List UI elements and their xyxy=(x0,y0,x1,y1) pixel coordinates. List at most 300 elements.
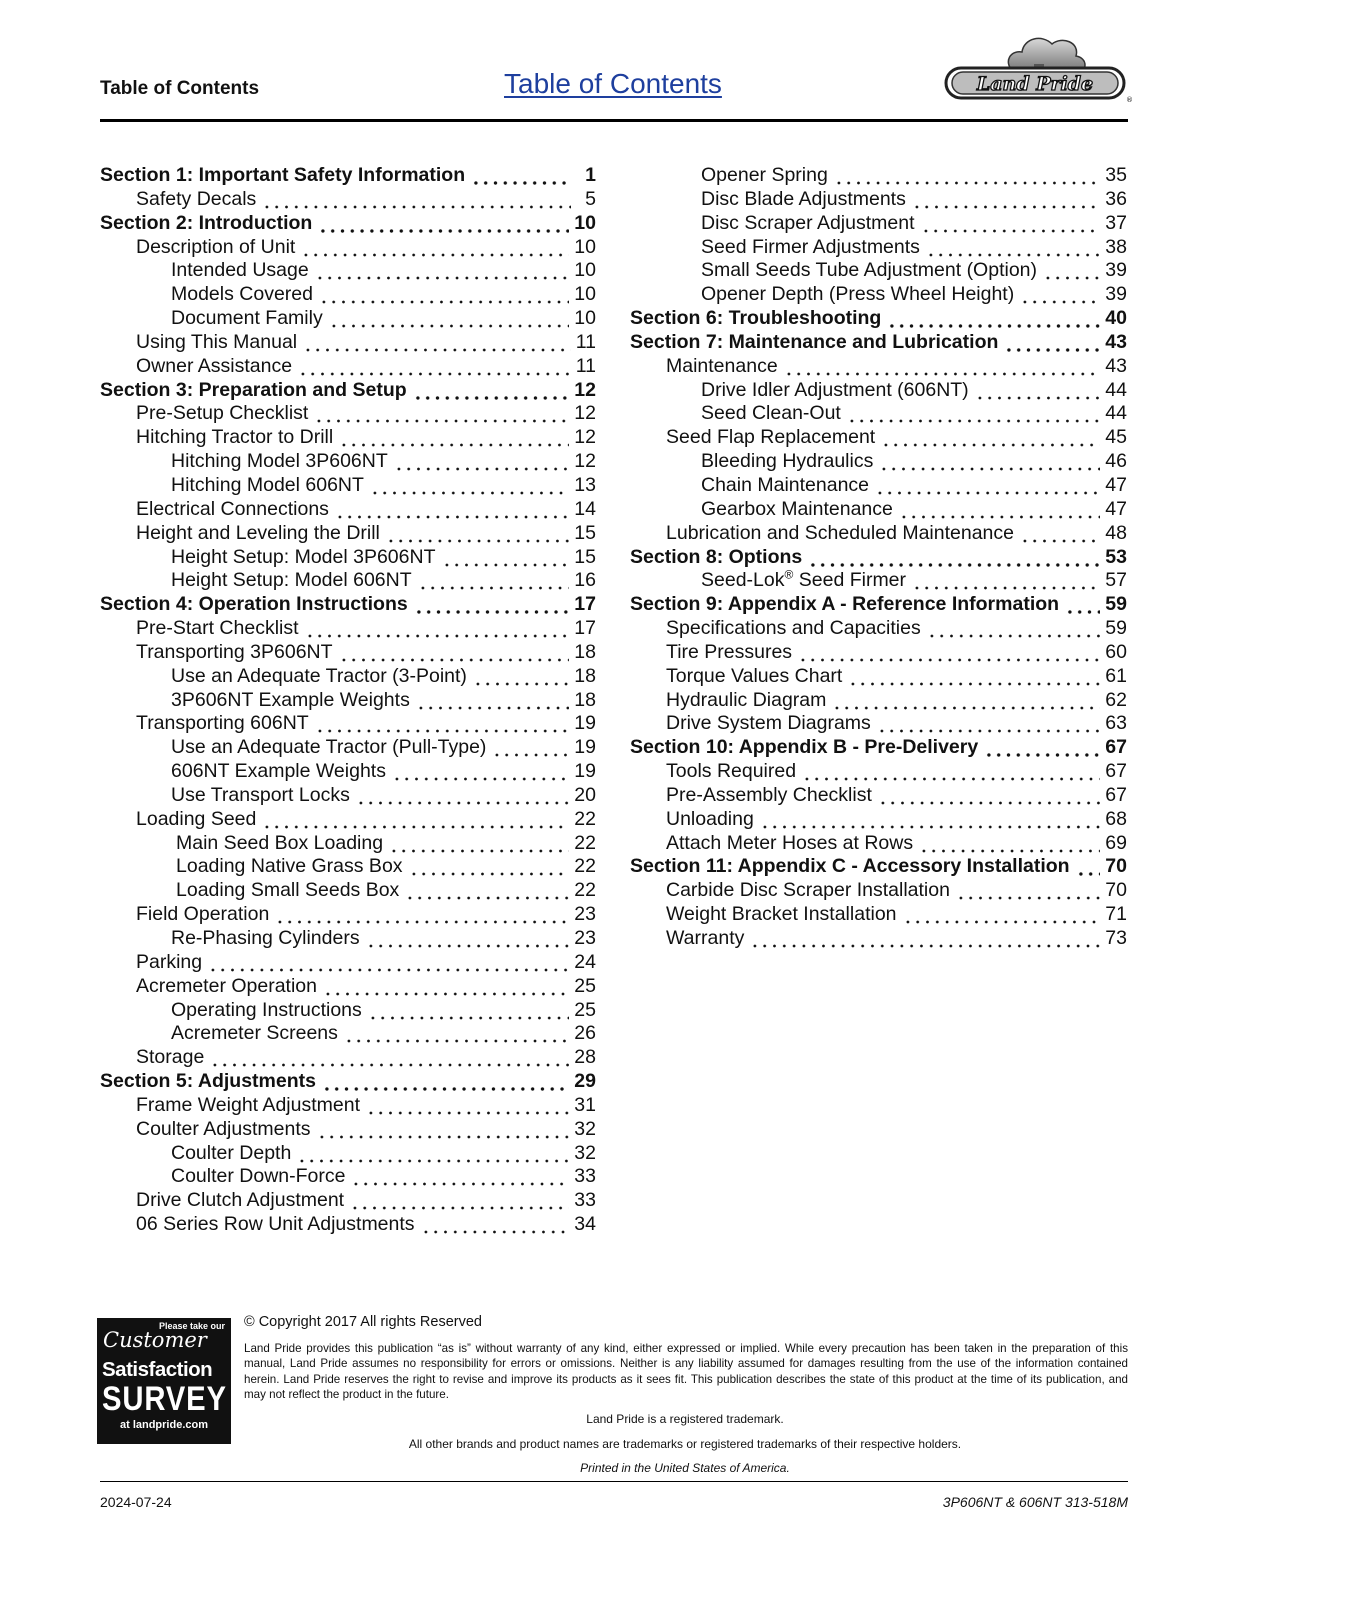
toc-entry-title: Lubrication and Scheduled Maintenance xyxy=(666,521,1015,544)
toc-page-number: 22 xyxy=(574,807,596,830)
toc-dot-leader xyxy=(354,784,569,808)
toc-dot-leader xyxy=(316,212,569,236)
toc-dot-leader xyxy=(901,903,1101,927)
toc-dot-leader xyxy=(273,903,569,927)
toc-entry[interactable] xyxy=(100,331,596,355)
toc-entry[interactable] xyxy=(100,975,596,999)
toc-dot-leader xyxy=(407,855,570,879)
toc-dot-leader xyxy=(471,665,569,689)
toc-entry-title: Section 4: Operation Instructions xyxy=(100,593,408,616)
toc-entry-title: Disc Blade Adjustments xyxy=(701,187,906,210)
toc-entry-title: Hydraulic Diagram xyxy=(666,688,827,711)
toc-page-number: 22 xyxy=(574,879,596,902)
toc-entry-title: 06 Series Row Unit Adjustments xyxy=(136,1213,415,1236)
toc-page-number: 22 xyxy=(574,831,596,854)
toc-entry-title: 606NT Example Weights xyxy=(171,760,386,783)
header-section-label: Table of Contents xyxy=(100,78,260,99)
toc-entry[interactable] xyxy=(100,617,596,641)
toc-dot-leader xyxy=(919,212,1101,236)
toc-entry-title: Tools Required xyxy=(666,760,797,783)
survey-prompt: Please take our xyxy=(158,1321,225,1331)
toc-entry[interactable] xyxy=(100,355,596,379)
toc-entry-title: Section 7: Maintenance and Lubrication xyxy=(630,330,999,353)
toc-entry-title: Safety Decals xyxy=(136,187,257,210)
toc-entry-title: Opener Depth (Press Wheel Height) xyxy=(701,283,1015,306)
toc-page-number: 19 xyxy=(574,760,596,783)
toc-page-number: 15 xyxy=(574,521,596,544)
toc-dot-leader xyxy=(414,689,569,713)
toc-dot-leader xyxy=(392,450,570,474)
toc-entry[interactable] xyxy=(630,903,1127,927)
toc-entry[interactable] xyxy=(100,1022,596,1046)
toc-entry[interactable] xyxy=(630,689,1127,713)
toc-entry-title: Chain Maintenance xyxy=(701,473,870,496)
toc-entry[interactable] xyxy=(630,283,1127,307)
toc-entry[interactable] xyxy=(100,307,596,331)
toc-page-number: 18 xyxy=(574,688,596,711)
toc-page-number: 10 xyxy=(574,283,596,306)
toc-page-number: 12 xyxy=(574,378,596,401)
toc-page-number: 29 xyxy=(574,1070,596,1093)
toc-entry-title: Loading Seed xyxy=(136,807,257,830)
toc-page-number: 20 xyxy=(574,783,596,806)
toc-entry-title: Drive System Diagrams xyxy=(666,712,871,735)
disclaimer-text: Land Pride provides this publication “as is” without warranty of any kind, either expressed or implied. While every precaution has been taken in the preparation of this manual, Land Pride assumes no responsibility for errors or omissions. Neither is any liability assumed for damages resulting from the use of the information contained herein. Land Pride reserves the right to revise and improve its products as it sees fit. This publication describes the state of this product at the time of its publication, and may not reflect the product in the future. xyxy=(244,1342,1128,1402)
toc-dot-leader xyxy=(924,236,1100,260)
toc-page-number: 32 xyxy=(574,1117,596,1140)
toc-page-number: 15 xyxy=(574,545,596,568)
registered-mark: ® xyxy=(784,567,794,582)
footer-rule xyxy=(100,1481,1128,1482)
toc-entry-title: Seed Firmer Adjustments xyxy=(701,235,920,258)
toc-entry[interactable] xyxy=(630,236,1127,260)
toc-entry[interactable] xyxy=(630,808,1127,832)
toc-page-number: 34 xyxy=(574,1213,596,1236)
toc-page-number: 18 xyxy=(574,664,596,687)
toc-entry[interactable] xyxy=(100,808,596,832)
toc-entry-title: 3P606NT Example Weights xyxy=(171,688,410,711)
toc-dot-leader xyxy=(301,331,571,355)
toc-entry-title: Coulter Adjustments xyxy=(136,1117,311,1140)
toc-dot-leader xyxy=(337,426,569,450)
toc-entry-title: Electrical Connections xyxy=(136,497,329,520)
toc-dot-leader xyxy=(321,975,569,999)
toc-entry[interactable] xyxy=(630,879,1127,903)
toc-entry[interactable] xyxy=(100,784,596,808)
toc-entry[interactable] xyxy=(100,879,596,903)
toc-entry[interactable] xyxy=(100,546,596,570)
toc-dot-leader xyxy=(313,712,570,736)
toc-entry[interactable] xyxy=(100,832,596,856)
toc-section-entry[interactable] xyxy=(630,331,1127,355)
toc-page-number: 47 xyxy=(1105,497,1127,520)
toc-entry-title: Models Covered xyxy=(171,283,313,306)
toc-section-entry[interactable] xyxy=(630,736,1127,760)
toc-entry-title: Opener Spring xyxy=(701,164,828,186)
toc-page-number: 25 xyxy=(574,998,596,1021)
toc-dot-leader xyxy=(748,927,1100,951)
toc-entry-title: Pre-Setup Checklist xyxy=(136,402,309,425)
toc-entry[interactable] xyxy=(100,689,596,713)
toc-entry[interactable] xyxy=(630,927,1127,951)
toc-entry-title: Pre-Start Checklist xyxy=(136,617,299,640)
svg-text:®: ® xyxy=(1126,96,1133,104)
toc-dot-leader xyxy=(327,307,570,331)
toc-entry[interactable] xyxy=(100,188,596,212)
toc-page-number: 32 xyxy=(574,1141,596,1164)
toc-dot-leader xyxy=(800,760,1100,784)
toc-entry[interactable] xyxy=(100,569,596,593)
toc-entry-title: Section 8: Options xyxy=(630,545,803,568)
toc-entry[interactable] xyxy=(100,450,596,474)
toc-entry[interactable] xyxy=(100,426,596,450)
toc-entry[interactable] xyxy=(100,522,596,546)
toc-entry[interactable] xyxy=(630,355,1127,379)
toc-page-number: 67 xyxy=(1105,783,1127,806)
toc-entry[interactable] xyxy=(630,188,1127,212)
toc-entry-title: Use an Adequate Tractor (3-Point) xyxy=(171,664,467,687)
toc-entry-title: Carbide Disc Scraper Installation xyxy=(666,879,950,902)
toc-page-number: 26 xyxy=(574,1022,596,1045)
toc-entry[interactable] xyxy=(630,402,1127,426)
toc-entry-title: Owner Assistance xyxy=(136,354,293,377)
toc-dot-leader xyxy=(1074,855,1101,879)
toc-entry-title: Acremeter Screens xyxy=(171,1022,338,1045)
toc-page-number: 28 xyxy=(574,1046,596,1069)
toc-page-number: 53 xyxy=(1105,545,1127,568)
copyright-notice: © Copyright 2017 All rights Reserved xyxy=(244,1314,482,1330)
toc-page-number: 31 xyxy=(574,1093,596,1116)
toc-page-number: 48 xyxy=(1105,521,1127,544)
toc-entry-title: Section 10: Appendix B - Pre-Delivery xyxy=(630,736,979,759)
toc-dot-leader xyxy=(342,1022,569,1046)
toc-dot-leader xyxy=(387,832,569,856)
toc-entry-title: Using This Manual xyxy=(136,330,298,353)
toc-dot-leader xyxy=(1041,259,1100,283)
toc-entry-title: Hitching Model 606NT xyxy=(171,473,364,496)
toc-entry[interactable] xyxy=(100,283,596,307)
toc-entry-title: Weight Bracket Installation xyxy=(666,903,897,926)
toc-entry[interactable] xyxy=(100,903,596,927)
toc-page-number: 44 xyxy=(1105,378,1127,401)
toc-entry[interactable] xyxy=(630,665,1127,689)
toc-dot-leader xyxy=(875,712,1101,736)
toc-entry[interactable] xyxy=(100,474,596,498)
toc-page-number: 10 xyxy=(574,259,596,282)
toc-dot-leader xyxy=(320,1070,569,1094)
toc-page-number: 17 xyxy=(574,617,596,640)
toc-dot-leader xyxy=(348,1189,569,1213)
toc-entry-title: Section 1: Important Safety Information xyxy=(100,164,466,186)
toc-entry[interactable] xyxy=(100,1118,596,1142)
toc-dot-leader xyxy=(260,188,571,212)
toc-page-number: 10 xyxy=(574,307,596,330)
toc-entry-title: Description of Unit xyxy=(136,235,296,258)
toc-entry[interactable] xyxy=(100,760,596,784)
toc-dot-leader xyxy=(317,283,569,307)
toc-section-entry[interactable] xyxy=(100,212,596,236)
toc-entry-title: Seed Flap Replacement xyxy=(666,426,876,449)
toc-entry[interactable] xyxy=(630,522,1127,546)
toc-dot-leader xyxy=(806,546,1100,570)
toc-entry[interactable] xyxy=(630,474,1127,498)
toc-entry-title: Attach Meter Hoses at Rows xyxy=(666,831,914,854)
toc-entry[interactable] xyxy=(630,426,1127,450)
toc-page-number: 19 xyxy=(574,712,596,735)
toc-page-number: 57 xyxy=(1105,569,1127,592)
toc-entry-title: Loading Native Grass Box xyxy=(176,855,403,878)
toc-page-number: 37 xyxy=(1105,211,1127,234)
toc-section-entry[interactable] xyxy=(630,546,1127,570)
toc-page-number: 13 xyxy=(574,473,596,496)
toc-dot-leader xyxy=(368,474,569,498)
toc-entry[interactable] xyxy=(630,569,1127,593)
toc-page-number: 10 xyxy=(574,211,596,234)
toc-page-number: 71 xyxy=(1105,903,1127,926)
toc-entry-title: Use Transport Locks xyxy=(171,783,350,806)
toc-entry[interactable] xyxy=(630,212,1127,236)
toc-dot-leader xyxy=(876,784,1100,808)
toc-entry-title: Frame Weight Adjustment xyxy=(136,1093,360,1116)
toc-dot-leader xyxy=(337,641,570,665)
toc-entry-title: Hitching Model 3P606NT xyxy=(171,450,388,473)
toc-entry[interactable] xyxy=(100,402,596,426)
toc-entry[interactable] xyxy=(630,450,1127,474)
toc-page-number: 35 xyxy=(1105,164,1127,186)
toc-entry-title: Parking xyxy=(136,950,203,973)
toc-entry[interactable] xyxy=(100,1189,596,1213)
toc-page-number: 70 xyxy=(1105,879,1127,902)
toc-dot-leader xyxy=(845,402,1100,426)
toc-dot-leader xyxy=(877,450,1100,474)
toc-page-number: 67 xyxy=(1105,760,1127,783)
toc-dot-leader xyxy=(782,355,1101,379)
toc-entry-title: Torque Values Chart xyxy=(666,664,843,687)
toc-entry[interactable] xyxy=(630,259,1127,283)
toc-dot-leader xyxy=(925,617,1101,641)
toc-entry-title: Hitching Tractor to Drill xyxy=(136,426,334,449)
toc-dot-leader xyxy=(982,736,1100,760)
logo-text: Land Pride xyxy=(976,73,1094,95)
toc-dot-leader xyxy=(1002,331,1100,355)
toc-entry[interactable] xyxy=(630,832,1127,856)
toc-page-number: 10 xyxy=(574,235,596,258)
toc-dot-leader xyxy=(830,689,1100,713)
toc-dot-leader xyxy=(910,188,1100,212)
trademark-notice: Land Pride is a registered trademark. xyxy=(586,1412,784,1426)
toc-page-number: 68 xyxy=(1105,807,1127,830)
toc-entry-title: Section 11: Appendix C - Accessory Installation xyxy=(630,855,1070,878)
toc-section-entry[interactable] xyxy=(100,593,596,617)
toc-page-number: 44 xyxy=(1105,402,1127,425)
toc-dot-leader xyxy=(411,379,570,403)
toc-dot-leader xyxy=(796,641,1100,665)
toc-entry[interactable] xyxy=(100,712,596,736)
toc-entry-title: Document Family xyxy=(171,307,323,330)
toc-dot-leader xyxy=(758,808,1100,832)
toc-dot-leader xyxy=(403,879,569,903)
toc-page-number: 18 xyxy=(574,640,596,663)
toc-entry[interactable] xyxy=(630,712,1127,736)
toc-entry-title: Height Setup: Model 3P606NT xyxy=(171,545,436,568)
toc-entry[interactable] xyxy=(630,760,1127,784)
toc-entry-title: Coulter Down-Force xyxy=(171,1165,346,1188)
toc-entry-title: Intended Usage xyxy=(171,259,309,282)
toc-section-entry[interactable] xyxy=(630,855,1127,879)
toc-page-number: 5 xyxy=(585,187,596,210)
toc-dot-leader xyxy=(364,1094,569,1118)
toc-dot-leader xyxy=(312,402,569,426)
toc-dot-leader xyxy=(296,355,571,379)
toc-entry-title: Transporting 3P606NT xyxy=(136,640,333,663)
toc-page-number: 12 xyxy=(574,402,596,425)
toc-entry[interactable] xyxy=(630,379,1127,403)
toc-entry-title: Drive Clutch Adjustment xyxy=(136,1189,345,1212)
toc-entry[interactable] xyxy=(100,999,596,1023)
toc-dot-leader xyxy=(1018,522,1100,546)
toc-entry[interactable] xyxy=(100,498,596,522)
toc-page-number: 19 xyxy=(574,736,596,759)
toc-dot-leader xyxy=(954,879,1100,903)
toc-page-number: 36 xyxy=(1105,187,1127,210)
toc-dot-leader xyxy=(897,498,1100,522)
toc-entry-title: Storage xyxy=(136,1046,205,1069)
survey-customer: Customer xyxy=(103,1328,207,1352)
toc-entry[interactable] xyxy=(630,617,1127,641)
toc-page-number: 39 xyxy=(1105,283,1127,306)
toc-entry[interactable] xyxy=(100,927,596,951)
toc-dot-leader xyxy=(440,546,570,570)
toc-entry-title: Gearbox Maintenance xyxy=(701,497,893,520)
toc-dot-leader xyxy=(295,1142,569,1166)
other-trademarks-notice: All other brands and product names are trademarks or registered trademarks of their respective holders. xyxy=(408,1437,962,1451)
toc-dot-leader xyxy=(490,736,569,760)
toc-page-number: 33 xyxy=(574,1189,596,1212)
toc-page-number: 69 xyxy=(1105,831,1127,854)
toc-entry-title: Warranty xyxy=(666,927,745,949)
toc-page-number: 11 xyxy=(575,354,596,377)
toc-entry-title: Field Operation xyxy=(136,903,270,926)
toc-page-number: 47 xyxy=(1105,473,1127,496)
toc-entry[interactable] xyxy=(100,1094,596,1118)
toc-entry[interactable] xyxy=(100,736,596,760)
toc-dot-leader xyxy=(910,569,1100,593)
toc-dot-leader xyxy=(412,593,570,617)
toc-page-number: 38 xyxy=(1105,235,1127,258)
toc-dot-leader xyxy=(349,1165,569,1189)
toc-section-entry[interactable] xyxy=(630,593,1127,617)
toc-page-number: 23 xyxy=(574,903,596,926)
toc-entry-title: Acremeter Operation xyxy=(136,974,317,997)
toc-entry[interactable] xyxy=(100,1213,596,1237)
toc-section-entry[interactable] xyxy=(630,307,1127,331)
survey-url: at landpride.com xyxy=(119,1419,209,1431)
toc-entry-title: Bleeding Hydraulics xyxy=(701,450,874,473)
toc-entry[interactable] xyxy=(100,1165,596,1189)
toc-dot-leader xyxy=(390,760,569,784)
toc-dot-leader xyxy=(364,927,570,951)
toc-entry-title: Re-Phasing Cylinders xyxy=(171,927,360,949)
toc-dot-leader xyxy=(1018,283,1100,307)
toc-entry[interactable] xyxy=(630,164,1127,188)
toc-entry-title: Seed Clean-Out xyxy=(701,402,841,425)
toc-section-entry[interactable] xyxy=(100,379,596,403)
toc-entry[interactable] xyxy=(100,1046,596,1070)
toc-dot-leader xyxy=(313,259,570,283)
toc-column-right xyxy=(630,164,1127,951)
toc-entry-title: Section 6: Troubleshooting xyxy=(630,307,882,330)
header-rule xyxy=(100,119,1128,122)
toc-entry[interactable] xyxy=(100,236,596,260)
toc-entry-title: Disc Scraper Adjustment xyxy=(701,211,915,234)
header-title-link[interactable]: Table of Contents xyxy=(504,68,722,99)
toc-entry[interactable] xyxy=(100,259,596,283)
toc-entry-title: Drive Idler Adjustment (606NT) xyxy=(701,378,969,401)
toc-dot-leader xyxy=(206,951,569,975)
toc-page-number: 12 xyxy=(574,450,596,473)
toc-page-number: 11 xyxy=(575,330,596,353)
toc-entry-title: Small Seeds Tube Adjustment (Option) xyxy=(701,259,1038,282)
toc-dot-leader xyxy=(419,1213,570,1237)
toc-page-number: 23 xyxy=(574,927,596,949)
toc-entry-title: Seed-Lok® Seed Firmer xyxy=(701,567,907,592)
toc-section-entry[interactable] xyxy=(100,1070,596,1094)
toc-page-number: 39 xyxy=(1105,259,1127,282)
toc-page-number: 59 xyxy=(1105,593,1127,616)
toc-entry-title: Maintenance xyxy=(666,354,778,377)
toc-page-number: 61 xyxy=(1105,664,1127,687)
toc-entry-title: Height Setup: Model 606NT xyxy=(171,569,412,592)
toc-entry-title: Unloading xyxy=(666,807,754,830)
toc-entry-title: Loading Small Seeds Box xyxy=(176,879,400,902)
toc-entry-title: Pre-Assembly Checklist xyxy=(666,783,872,806)
toc-page-number: 59 xyxy=(1105,617,1127,640)
toc-page-number: 16 xyxy=(574,569,596,592)
toc-page-number: 63 xyxy=(1105,712,1127,735)
toc-entry[interactable] xyxy=(630,784,1127,808)
toc-entry[interactable] xyxy=(100,855,596,879)
toc-entry[interactable] xyxy=(630,641,1127,665)
toc-dot-leader xyxy=(366,999,570,1023)
toc-page-number: 70 xyxy=(1105,855,1127,878)
toc-entry[interactable] xyxy=(100,1142,596,1166)
toc-page-number: 1 xyxy=(585,164,596,186)
toc-page-number: 46 xyxy=(1105,450,1127,473)
toc-entry[interactable] xyxy=(630,498,1127,522)
toc-page-number: 25 xyxy=(574,974,596,997)
toc-page-number: 12 xyxy=(574,426,596,449)
toc-section-entry[interactable] xyxy=(100,164,596,188)
toc-page-number: 33 xyxy=(574,1165,596,1188)
toc-dot-leader xyxy=(299,236,569,260)
toc-dot-leader xyxy=(315,1118,570,1142)
toc-dot-leader xyxy=(879,426,1100,450)
toc-dot-leader xyxy=(885,307,1100,331)
toc-dot-leader xyxy=(333,498,569,522)
toc-dot-leader xyxy=(873,474,1100,498)
toc-entry-title: Operating Instructions xyxy=(171,998,362,1021)
toc-entry[interactable] xyxy=(100,951,596,975)
toc-page-number: 45 xyxy=(1105,426,1127,449)
toc-entry-title: Section 3: Preparation and Setup xyxy=(100,378,407,401)
toc-entry[interactable] xyxy=(100,665,596,689)
toc-entry[interactable] xyxy=(100,641,596,665)
toc-dot-leader xyxy=(260,808,569,832)
toc-page-number: 62 xyxy=(1105,688,1127,711)
toc-entry-title: Transporting 606NT xyxy=(136,712,309,735)
toc-page-number: 43 xyxy=(1105,354,1127,377)
toc-entry-title: Coulter Depth xyxy=(171,1141,292,1164)
